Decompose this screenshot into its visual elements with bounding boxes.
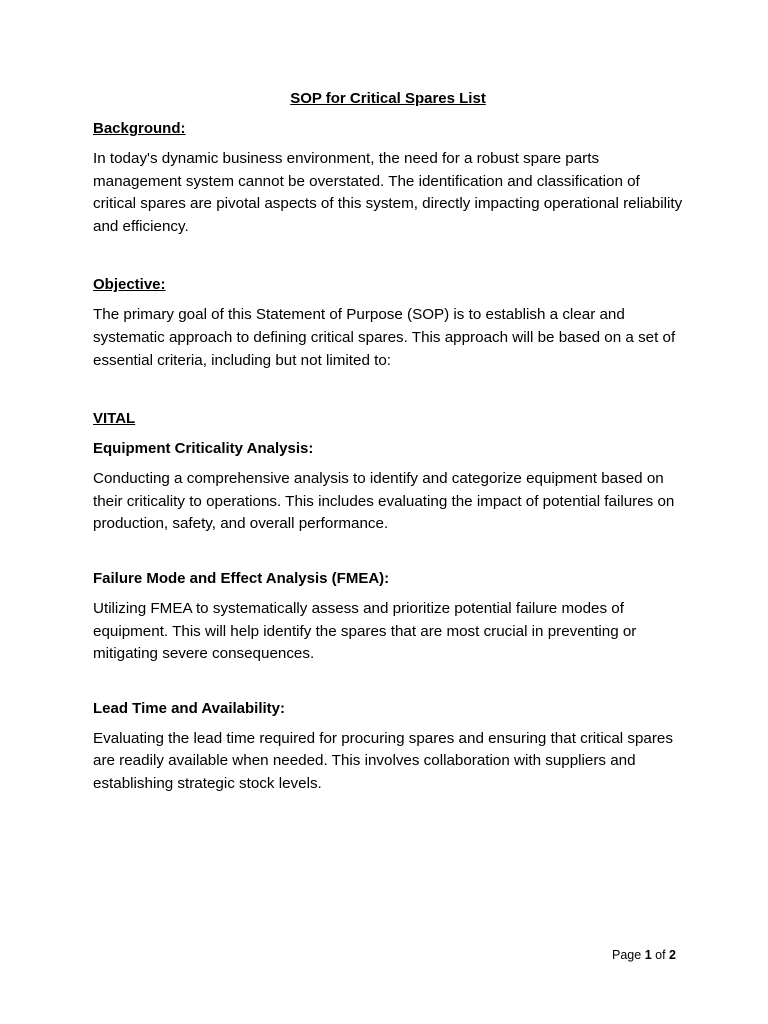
spacer <box>93 238 683 274</box>
vital-heading: VITAL <box>93 410 136 428</box>
background-paragraph: In today's dynamic business environment, the need for a robust spare parts management system cannot be overstated. The identification and classification of critical spares are pivotal aspects of this system, directly impacting operational reliability and efficiency. <box>93 150 683 235</box>
equipment-criticality-heading: Equipment Criticality Analysis: <box>93 440 314 458</box>
background-heading: Background: <box>93 120 186 137</box>
of-word: of <box>655 948 666 962</box>
page-title: SOP for Critical Spares List <box>290 90 486 107</box>
current-page-number: 1 <box>644 948 652 962</box>
fmea-heading: Failure Mode and Effect Analysis (FMEA): <box>93 569 390 587</box>
total-pages-number: 2 <box>669 948 676 962</box>
objective-heading: Objective: <box>93 276 166 294</box>
spacer <box>93 666 683 698</box>
equipment-criticality-paragraph: Conducting a comprehensive analysis to identify and categorize equipment based on their criticality to operations. This includes evaluating the impact of potential failures on production, safety, and overall performance. <box>93 470 675 533</box>
objective-paragraph: The primary goal of this Statement of Purpose (SOP) is to establish a clear and systematic approach to defining critical spares. This approach will be based on a set of essential criteria, including but not limited to: <box>93 306 676 369</box>
fmea-paragraph: Utilizing FMEA to systematically assess and prioritize potential failure modes of equipment. This will help identify the spares that are most crucial in preventing or mitigating severe consequences. <box>93 599 637 663</box>
lead-time-paragraph: Evaluating the lead time required for procuring spares and ensuring that critical spares are readily available when needed. This involves collaboration with suppliers and establishing strategic stock levels. <box>93 729 673 792</box>
spacer <box>93 536 683 568</box>
spacer <box>93 372 683 408</box>
document-body <box>93 88 683 796</box>
page-word: Page <box>612 948 642 962</box>
lead-time-heading: Lead Time and Availability: <box>93 699 285 717</box>
page-footer <box>560 946 676 964</box>
